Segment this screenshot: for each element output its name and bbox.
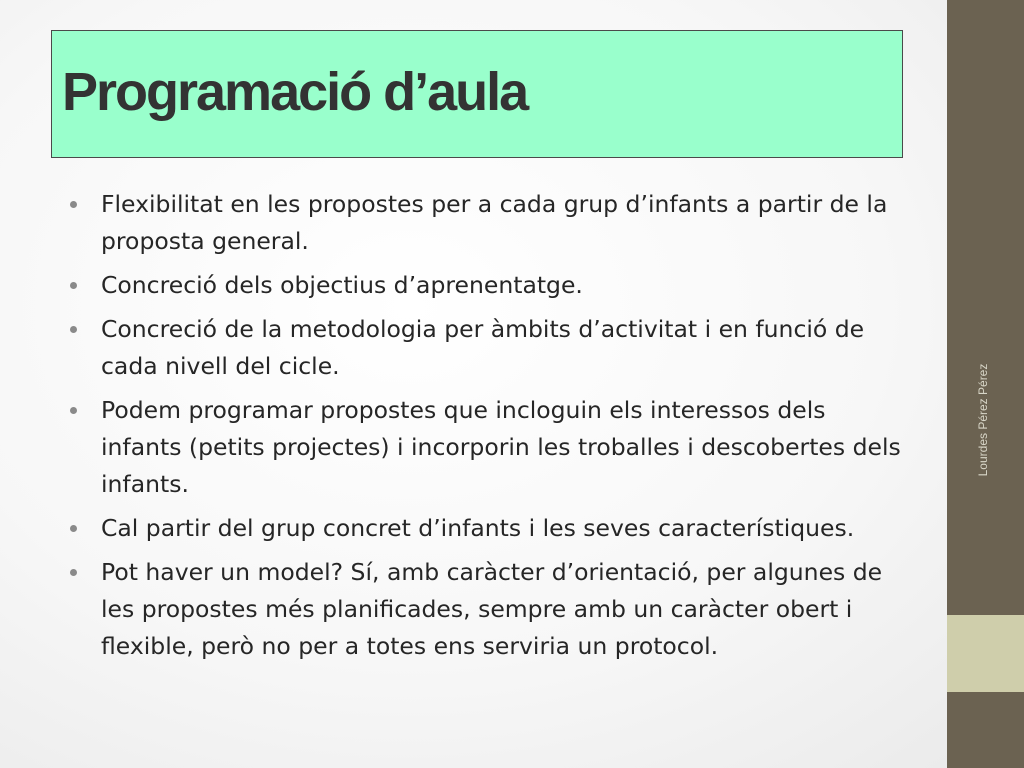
bullet-item (70, 392, 910, 503)
bullet-item (70, 554, 910, 665)
bullet-text: Concreció dels objectius d’aprenentatge. (101, 271, 583, 299)
bullet-text: Flexibilitat en les propostes per a cada grup d’infants a partir de la proposta general. (101, 190, 888, 255)
sidebar-accent-block (947, 615, 1024, 692)
bullet-dot-icon (70, 407, 77, 414)
slide-title: Programació d’aula (62, 62, 528, 122)
bullet-item (70, 267, 910, 304)
bullet-text: Podem programar propostes que incloguin els interessos dels infants (petits projectes) i incorporin les troballes i descobertes dels infants. (101, 396, 901, 498)
bullet-dot-icon (70, 525, 77, 532)
bullet-item (70, 311, 910, 385)
bullet-item (70, 510, 910, 547)
bullet-text: Pot haver un model? Sí, amb caràcter d’orientació, per algunes de les propostes més planificades, sempre amb un caràcter obert i flexible, però no per a totes ens serviria un protocol. (101, 558, 883, 660)
bullet-text: Concreció de la metodologia per àmbits d’activitat i en funció de cada nivell del cicle. (101, 315, 865, 380)
footer-author: Lourdes Pérez Pérez (976, 363, 990, 477)
bullet-dot-icon (70, 201, 77, 208)
bullet-dot-icon (70, 326, 77, 333)
bullet-dot-icon (70, 282, 77, 289)
bullet-item (70, 186, 910, 260)
bullet-dot-icon (70, 569, 77, 576)
bullet-list (70, 186, 910, 672)
bullet-text: Cal partir del grup concret d’infants i les seves característiques. (101, 514, 855, 542)
title-box (51, 30, 903, 158)
